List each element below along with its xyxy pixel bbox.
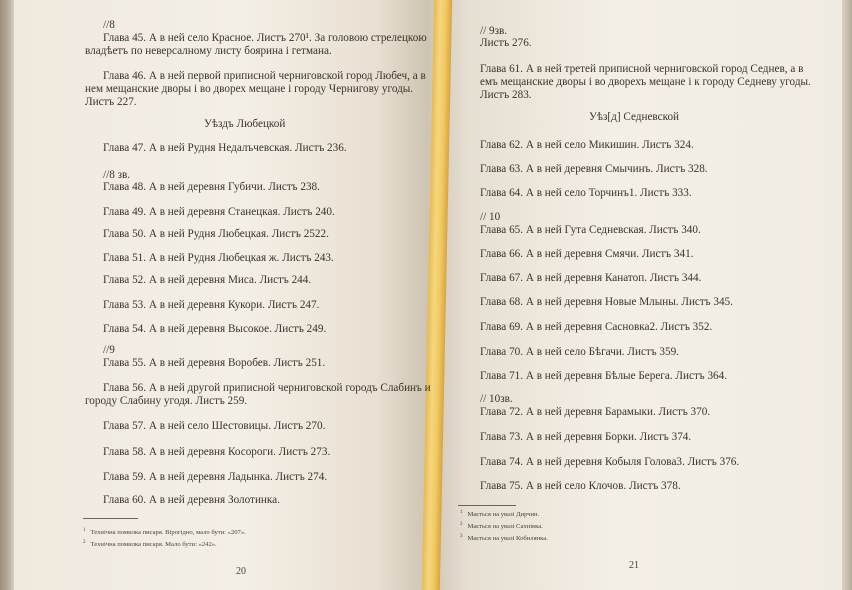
- right-page-text-line: Листъ 283.: [480, 89, 532, 101]
- page-number-right: 21: [629, 560, 639, 571]
- left-page-section-heading: Уѣздъ Любецкой: [204, 118, 286, 130]
- left-page-text-line: Листъ 227.: [85, 96, 137, 108]
- right-page-text-line: Глава 65. А в ней Гута Седневская. Листъ 340.: [480, 224, 701, 236]
- right-page-text-line: Глава 69. А в ней деревня Сасновка2. Листъ 352.: [480, 321, 713, 333]
- book-edge-right: [842, 0, 852, 590]
- right-page-text-line: Глава 63. А в ней деревня Смычинъ. Листъ 328.: [480, 163, 708, 175]
- left-page-text-line: Глава 57. А в ней село Шестовицы. Листъ 270.: [103, 420, 326, 432]
- right-page-text-line: Листъ 276.: [480, 37, 532, 49]
- left-page-text-line: Глава 59. А в ней деревня Ладынка. Листъ 274.: [103, 471, 328, 483]
- left-page-text-line: Глава 54. А в ней деревня Высокое. Листъ 249.: [103, 323, 327, 335]
- footnote-text: Мається на увазі Сахнівка.: [467, 523, 543, 531]
- footnote-number: 2: [460, 522, 463, 527]
- right-page-text-line: Глава 72. А в ней деревня Барамыки. Листъ 370.: [480, 406, 711, 418]
- right-page-text-line: Глава 62. А в ней село Микишин. Листъ 324.: [480, 139, 694, 151]
- right-page-text-line: Глава 67. А в ней деревня Канатоп. Листъ 344.: [480, 272, 702, 284]
- left-page-text-line: Глава 58. А в ней деревня Косороги. Листъ 273.: [103, 446, 331, 458]
- footnote-text: Мається на увазі Кобилянка.: [467, 535, 548, 543]
- left-page-text-line: Глава 55. А в ней деревня Воробев. Листъ 251.: [103, 357, 326, 369]
- left-page-text-line: Глава 56. А в ней другой приписной черниговской городъ Слабинъ и: [103, 382, 431, 394]
- left-page-text-line: Глава 52. А в ней деревня Миса. Листъ 244.: [103, 274, 312, 286]
- right-page-text-line: Глава 64. А в ней село Торчинъ1. Листъ 333.: [480, 187, 692, 199]
- right-page-footnote: [460, 534, 548, 542]
- left-page-text-line: нем мещанские дворы і во дворех мещане і городу Чернигову угоды.: [85, 83, 414, 95]
- footnote-text: Технічна помилка писаря. Мало бути: «242».: [90, 541, 217, 549]
- footnote-number: 3: [460, 534, 463, 539]
- left-page-text-line: //9: [103, 344, 115, 356]
- right-page-text-line: Глава 75. А в ней село Клочов. Листъ 378.: [480, 480, 681, 492]
- left-page-text-line: Глава 60. А в ней деревня Золотинка.: [103, 494, 280, 506]
- footnote-text: Технічна помилка писаря. Вірогідно, мало бути: «207».: [90, 529, 246, 537]
- footnote-rule-left: [83, 518, 138, 519]
- left-page-text-line: Глава 45. А в ней село Красное. Листъ 270¹. За головою стрелецкою: [103, 32, 427, 44]
- right-page-text-line: // 9зв.: [480, 25, 508, 37]
- right-page-text-line: // 10зв.: [480, 393, 513, 405]
- right-page-text-line: Глава 73. А в ней деревня Борки. Листъ 374.: [480, 431, 692, 443]
- right-page-text-line: Глава 61. А в ней третей приписной черниговской город Седнев, а в: [480, 63, 804, 75]
- footnote-number: 1: [460, 510, 463, 515]
- footnote-rule-right: [458, 505, 516, 506]
- left-page-text-line: владѣетъ по неверсалному листу боярина і гетмана.: [85, 45, 332, 57]
- right-page-text-line: Глава 68. А в ней деревня Новые Млыны. Листъ 345.: [480, 296, 733, 308]
- footnote-number: 1: [83, 528, 86, 533]
- right-page-text-line: Глава 71. А в ней деревня Бѣлые Берега. Листъ 364.: [480, 370, 728, 382]
- right-page-text-line: Глава 70. А в ней село Бѣгачи. Листъ 359.: [480, 346, 679, 358]
- left-page-text-line: Глава 51. А в ней Рудня Любецкая ж. Листъ 243.: [103, 252, 334, 264]
- right-page-footnote: [460, 522, 543, 530]
- right-page-text-line: Глава 74. А в ней деревня Кобыля Голова3. Листъ 376.: [480, 456, 740, 468]
- left-page-text-line: городу Слабину угодя. Листъ 259.: [85, 395, 248, 407]
- left-page-footnote: [83, 540, 217, 548]
- left-page-text-line: Глава 48. А в ней деревня Губичи. Листъ 238.: [103, 181, 320, 193]
- left-page-text-line: //8 зв.: [103, 169, 131, 181]
- left-page-text-line: Глава 47. А в ней Рудня Недалъчевская. Листъ 236.: [103, 142, 347, 154]
- left-page-text-line: //8: [103, 19, 115, 31]
- right-page-text-line: Глава 66. А в ней деревня Смячи. Листъ 341.: [480, 248, 694, 260]
- left-page-text-line: Глава 46. А в ней первой приписной черниговской город Любеч, а в: [103, 70, 426, 82]
- footnote-text: Мається на увазі Дирчин.: [467, 511, 540, 519]
- book-edge-left: [0, 0, 14, 590]
- footnote-number: 2: [83, 540, 86, 545]
- right-page-text-line: // 10: [480, 211, 501, 223]
- page-number-left: 20: [236, 566, 246, 577]
- left-page-text-line: Глава 50. А в ней Рудня Любецкая. Листъ 2522.: [103, 228, 329, 240]
- left-page-text-line: Глава 53. А в ней деревня Кукори. Листъ 247.: [103, 299, 320, 311]
- right-page-section-heading: Уѣз[д] Седневской: [589, 111, 680, 123]
- left-page-footnote: [83, 528, 246, 536]
- right-page-footnote: [460, 510, 539, 518]
- right-page-text-line: емъ мещанские дворы і во дворехъ мещане і к городу Седневу угоды.: [480, 76, 811, 88]
- left-page-text-line: Глава 49. А в ней деревня Станецкая. Листъ 240.: [103, 206, 335, 218]
